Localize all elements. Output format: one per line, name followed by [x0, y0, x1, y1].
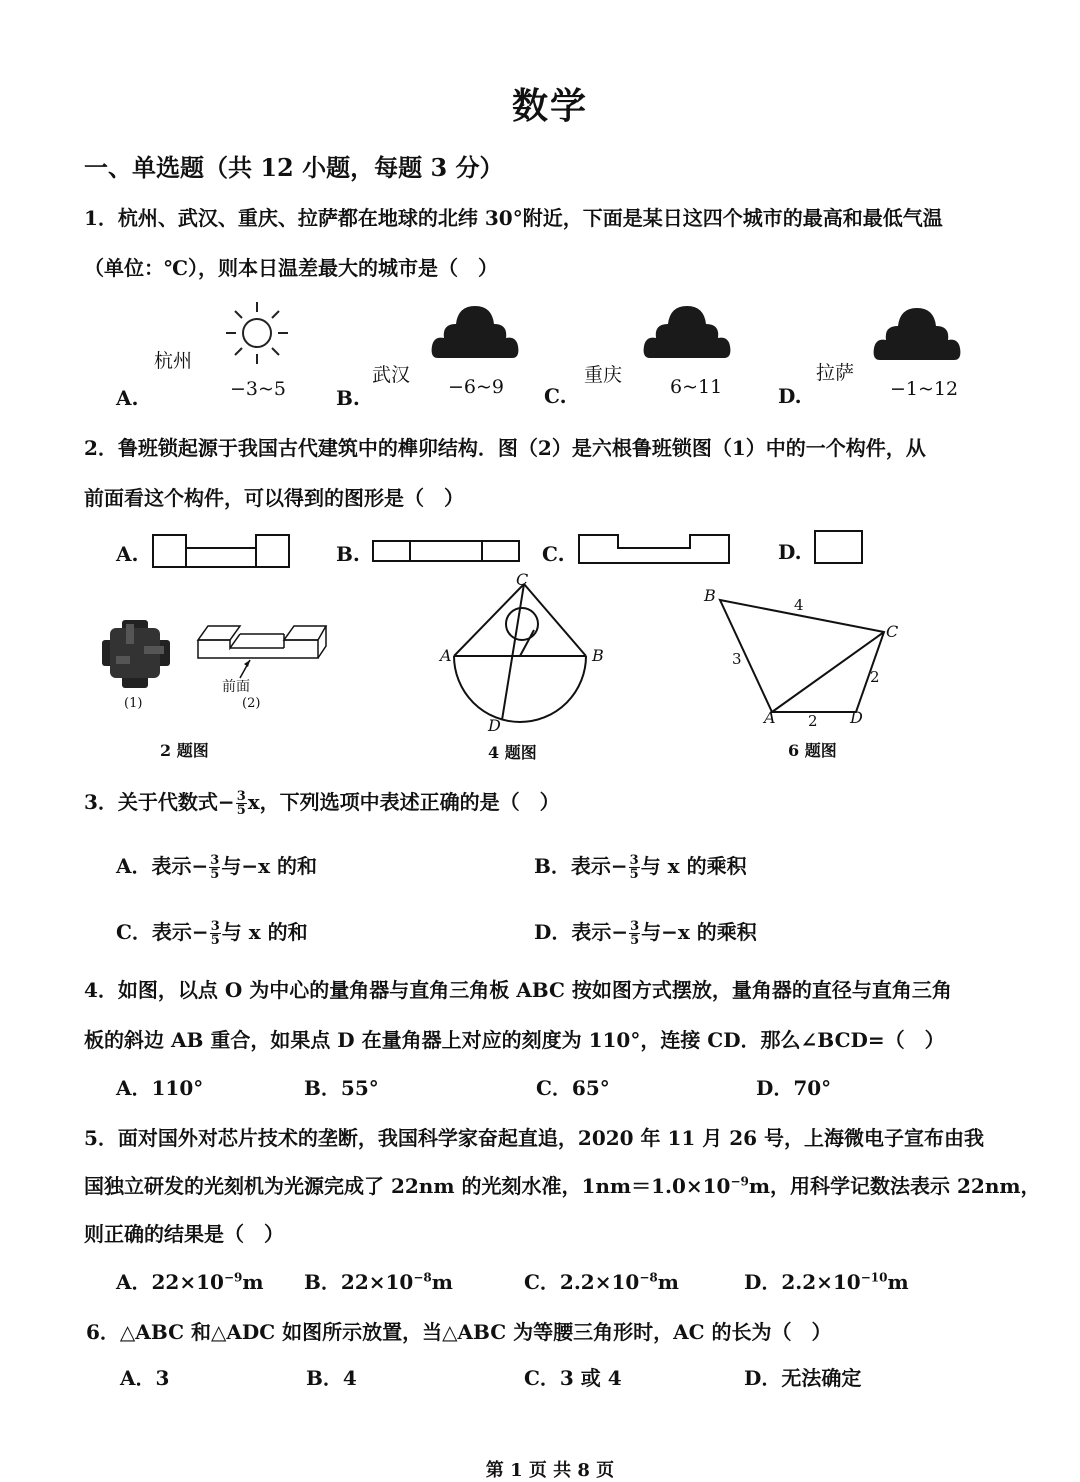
q6-option-d[interactable]: D．无法确定 [744, 1366, 862, 1390]
page-title: 数学 [511, 85, 588, 127]
q1-option-b-city: 武汉 [372, 364, 411, 386]
q3-option-a[interactable] [116, 850, 317, 881]
q4-option-c[interactable]: C．65° [536, 1076, 610, 1100]
q2-option-a-letter[interactable]: A. [116, 542, 139, 566]
q5-option-d[interactable] [744, 1266, 909, 1295]
fig6-label-d: D [850, 708, 863, 727]
q5-option-c-unit: m [657, 1270, 679, 1294]
q3-option-b-post: 与 x 的乘积 [640, 854, 747, 878]
section-heading: 一、单选题（共 12 小题，每题 3 分） [84, 153, 504, 182]
cloud-icon [642, 300, 732, 362]
q3-option-d-pre: 表示− [571, 920, 629, 944]
cloud-icon [430, 300, 520, 362]
q3-option-c-letter: C． [116, 920, 152, 944]
q2-option-b-letter[interactable]: B. [336, 542, 360, 566]
luban-lock-image [98, 616, 174, 692]
q3-option-c-frac [210, 920, 221, 947]
q5-option-a-base: A．22×10 [116, 1270, 224, 1294]
q5-option-d-unit: m [887, 1270, 909, 1294]
q5-option-c-base: C．2.2×10 [524, 1270, 640, 1294]
q2-option-b-shape [372, 540, 520, 562]
q5-option-a-unit: m [242, 1270, 264, 1294]
q1-option-c-city: 重庆 [584, 364, 623, 386]
q3-option-c-frac-den: 5 [210, 933, 220, 948]
fig4-protractor-diagram [440, 570, 610, 736]
q1-option-b-letter[interactable]: B. [336, 386, 360, 410]
q3-option-b-pre: 表示− [570, 854, 628, 878]
q3-option-d-frac [629, 920, 640, 947]
q5-stem-line1: 5．面对国外对芯片技术的垄断，我国科学家奋起直追，2020 年 11 月 26 号，上海微电子宣布由我 [84, 1126, 985, 1150]
q1-stem-line2: （单位：℃），则本日温差最大的城市是（ ） [84, 256, 498, 280]
q3-option-a-pre: 表示− [151, 854, 209, 878]
q1-stem-line1: 1．杭州、武汉、重庆、拉萨都在地球的北纬 30°附近，下面是某日这四个城市的最高和最低气温 [84, 206, 943, 230]
q3-option-d-frac-num: 3 [630, 919, 640, 934]
q5-option-b-base: B．22×10 [304, 1270, 414, 1294]
q1-option-d-letter[interactable]: D. [778, 384, 802, 408]
q4-option-b[interactable]: B．55° [304, 1076, 379, 1100]
q3-option-a-frac-num: 3 [210, 853, 220, 868]
q4-stem-line2: 板的斜边 AB 重合，如果点 D 在量角器上对应的刻度为 110°，连接 CD．那么∠BCD=（ ） [84, 1028, 945, 1052]
q2-option-c-shape [578, 534, 730, 564]
q5-option-b-exp: −8 [413, 1270, 432, 1285]
fig4-label-d: D [488, 716, 501, 735]
q3-option-a-post: 与−x 的和 [221, 854, 317, 878]
q1-option-c-letter[interactable]: C. [544, 384, 567, 408]
fig6-label-b: B [704, 586, 716, 605]
fig4-label-c: C [516, 570, 529, 589]
q3-stem-prefix: 3．关于代数式− [84, 790, 235, 814]
fig6-length-cd: 2 [870, 668, 880, 686]
cloud-icon [872, 302, 962, 364]
q3-option-d-frac-den: 5 [630, 933, 640, 948]
q3-option-d-post: 与−x 的乘积 [641, 920, 757, 944]
q6-option-b[interactable]: B．4 [306, 1366, 357, 1390]
q5-stem-exponent: −9 [730, 1174, 749, 1189]
fig6-length-ab: 3 [732, 650, 742, 668]
q3-option-a-letter: A． [116, 854, 152, 878]
q3-fraction [236, 790, 247, 817]
q1-option-d-temp: −1~12 [890, 378, 959, 400]
q6-option-a[interactable]: A．3 [120, 1366, 170, 1390]
q5-stem-line2 [84, 1170, 1041, 1199]
q5-option-d-exp: −10 [860, 1270, 888, 1285]
q3-frac-num: 3 [236, 789, 246, 804]
q3-option-b-frac-den: 5 [629, 867, 639, 882]
q3-stem [84, 786, 560, 817]
q1-option-a-city: 杭州 [154, 350, 193, 372]
q3-option-d-letter: D． [534, 920, 572, 944]
q2-option-d-letter[interactable]: D. [778, 540, 802, 564]
q5-option-b[interactable] [304, 1266, 453, 1295]
q3-option-c-frac-num: 3 [210, 919, 220, 934]
q3-option-d[interactable] [534, 916, 757, 947]
q1-option-c-temp: 6~11 [670, 376, 723, 398]
fig4-label-b: B [592, 646, 604, 665]
q1-option-d-city: 拉萨 [816, 362, 855, 384]
q5-option-b-unit: m [431, 1270, 453, 1294]
q5-stem-line2-b: m，用科学记数法表示 22nm， [748, 1174, 1041, 1198]
q3-option-a-frac [209, 854, 220, 881]
q3-option-b-frac [629, 854, 640, 881]
q3-option-b[interactable] [534, 850, 747, 881]
q3-frac-den: 5 [236, 803, 246, 818]
q2-stem-line1: 2．鲁班锁起源于我国古代建筑中的榫卯结构．图（2）是六根鲁班锁图（1）中的一个构件，从 [84, 436, 926, 460]
sun-icon [224, 300, 290, 366]
q4-stem-line1: 4．如图，以点 O 为中心的量角器与直角三角板 ABC 按如图方式摆放，量角器的直径与直角三角 [84, 978, 952, 1002]
q2-option-a-shape [152, 534, 290, 568]
q5-stem-line3: 则正确的结果是（ ） [84, 1222, 284, 1246]
fig4-label-a: A [440, 646, 452, 665]
page-footer: 第 1 页 共 8 页 [485, 1460, 615, 1481]
q5-option-a[interactable] [116, 1266, 264, 1295]
q5-stem-line2-a: 国独立研发的光刻机为光源完成了 22nm 的光刻水准，1nm＝1.0×10 [84, 1174, 731, 1198]
q4-option-d[interactable]: D．70° [756, 1076, 832, 1100]
q1-option-a-temp: −3~5 [230, 378, 287, 400]
fig2-front-label: 前面 [222, 679, 250, 695]
q3-option-a-frac-den: 5 [210, 867, 220, 882]
fig2-caption: 2 题图 [160, 741, 209, 760]
fig6-caption: 6 题图 [788, 741, 837, 760]
fig2-component-drawing [196, 620, 326, 692]
fig6-label-a: A [764, 708, 776, 727]
fig6-label-c: C [886, 622, 899, 641]
fig4-caption: 4 题图 [488, 743, 537, 762]
q3-option-b-frac-num: 3 [629, 853, 639, 868]
q5-option-d-base: D．2.2×10 [744, 1270, 861, 1294]
q5-option-a-exp: −9 [223, 1270, 243, 1285]
q6-stem: 6．△ABC 和△ADC 如图所示放置，当△ABC 为等腰三角形时，AC 的长为（ ） [86, 1320, 832, 1344]
q3-option-b-letter: B． [534, 854, 571, 878]
q3-stem-suffix: x，下列选项中表述正确的是（ ） [247, 790, 560, 814]
fig6-length-bc: 4 [794, 596, 804, 614]
q2-option-d-shape [814, 530, 864, 564]
q3-option-c[interactable] [116, 916, 308, 947]
q3-option-c-pre: 表示− [151, 920, 209, 944]
q1-option-b-temp: −6~9 [448, 376, 505, 398]
q2-option-c-letter[interactable]: C. [542, 542, 565, 566]
q2-stem-line2: 前面看这个构件，可以得到的图形是（ ） [84, 486, 464, 510]
q5-option-c[interactable] [524, 1266, 679, 1295]
q1-option-a-letter[interactable]: A. [116, 386, 139, 410]
fig6-length-ad: 2 [808, 712, 818, 730]
q4-option-a[interactable]: A．110° [116, 1076, 204, 1100]
q3-option-c-post: 与 x 的和 [221, 920, 308, 944]
fig2-label-2: (2) [242, 696, 261, 711]
fig2-label-1: (1) [124, 696, 143, 711]
q5-option-c-exp: −8 [639, 1270, 658, 1285]
q6-option-c[interactable]: C．3 或 4 [524, 1366, 622, 1390]
